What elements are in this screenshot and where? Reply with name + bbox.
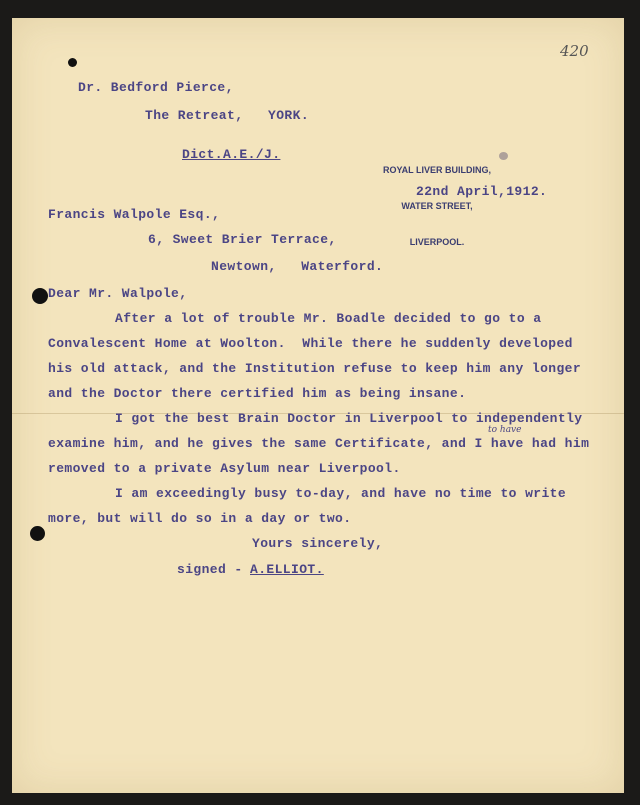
addressee-town: Newtown, Waterford. xyxy=(211,259,384,274)
addressee-street: 6, Sweet Brier Terrace, xyxy=(148,232,337,247)
closing: Yours sincerely, xyxy=(252,536,384,551)
ink-smudge xyxy=(499,152,508,160)
stamp-line-2: WATER STREET, xyxy=(401,201,473,211)
letter-date: 22nd April,1912. xyxy=(416,184,548,199)
signature-name: A.ELLIOT. xyxy=(250,562,324,577)
body-line: removed to a private Asylum near Liverpool. xyxy=(48,461,401,476)
punch-hole xyxy=(68,58,77,67)
body-line: his old attack, and the Institution refuse to keep him any longer xyxy=(48,361,582,376)
page-number: 420 xyxy=(560,42,589,60)
signature-prefix: signed - xyxy=(177,562,243,577)
recipient-place: The Retreat, YORK. xyxy=(145,108,310,123)
body-line: Convalescent Home at Woolton. While there he suddenly developed xyxy=(48,336,573,351)
letter-sheet xyxy=(12,18,624,793)
body-line: more, but will do so in a day or two. xyxy=(48,511,352,526)
body-line: After a lot of trouble Mr. Boadle decided to go to a xyxy=(115,311,542,326)
stamp-line-1: ROYAL LIVER BUILDING, xyxy=(382,165,491,175)
handwritten-insert: to have xyxy=(488,425,522,435)
punch-hole xyxy=(32,288,48,304)
punch-hole xyxy=(30,526,45,541)
stamp-line-3: LIVERPOOL. xyxy=(409,237,465,247)
body-line: and the Doctor there certified him as being insane. xyxy=(48,386,467,401)
letterhead-stamp xyxy=(372,140,502,272)
body-line: examine him, and he gives the same Certificate, and I have had him xyxy=(48,436,590,451)
recipient-name: Dr. Bedford Pierce, xyxy=(78,80,234,95)
body-line: I got the best Brain Doctor in Liverpool to independently xyxy=(115,411,583,426)
salutation: Dear Mr. Walpole, xyxy=(48,286,188,301)
body-line: I am exceedingly busy to-day, and have no time to write xyxy=(115,486,567,501)
dictation-reference: Dict.A.E./J. xyxy=(182,147,281,162)
addressee-name: Francis Walpole Esq., xyxy=(48,207,221,222)
